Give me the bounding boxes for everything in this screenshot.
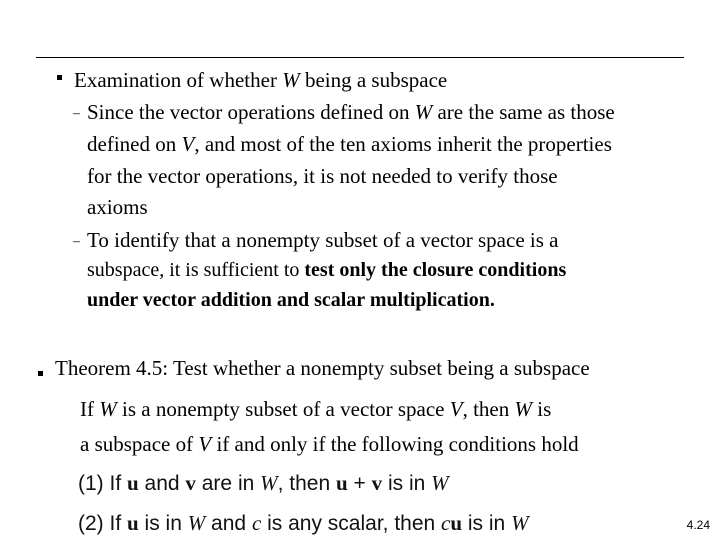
bullet-1-text: Examination of whether W being a subspace — [74, 68, 448, 92]
theorem-title: Theorem 4.5: Test whether a nonempty subset being a subspace — [55, 356, 590, 380]
sub-2-line-2: subspace, it is sufficient to test only the closure conditions — [87, 259, 567, 281]
sub-2-line-1: To identify that a nonempty subset of a vector space is a — [87, 228, 559, 252]
sub-1-line-2: defined on V, and most of the ten axioms inherit the properties — [87, 132, 612, 156]
condition-1: (1) If u and v are in W, then u + v is in W — [78, 471, 449, 495]
bullet-marker — [38, 371, 43, 376]
sub-1-line-3: for the vector operations, it is not needed to verify those — [87, 164, 558, 188]
top-divider — [36, 57, 684, 58]
page-number: 4.24 — [686, 518, 710, 532]
dash-marker: – — [73, 106, 80, 121]
bullet-marker — [57, 75, 62, 80]
theorem-statement-line-2: a subspace of V if and only if the following conditions hold — [80, 432, 579, 456]
sub-2-line-3: under vector addition and scalar multiplication. — [87, 289, 495, 311]
theorem-statement-line-1: If W is a nonempty subset of a vector space V, then W is — [80, 397, 552, 421]
condition-2: (2) If u is in W and c is any scalar, then cu is in W — [78, 511, 529, 535]
sub-1-line-1: Since the vector operations defined on W are the same as those — [87, 100, 615, 124]
dash-marker: – — [73, 234, 80, 249]
sub-1-line-4: axioms — [87, 195, 148, 219]
